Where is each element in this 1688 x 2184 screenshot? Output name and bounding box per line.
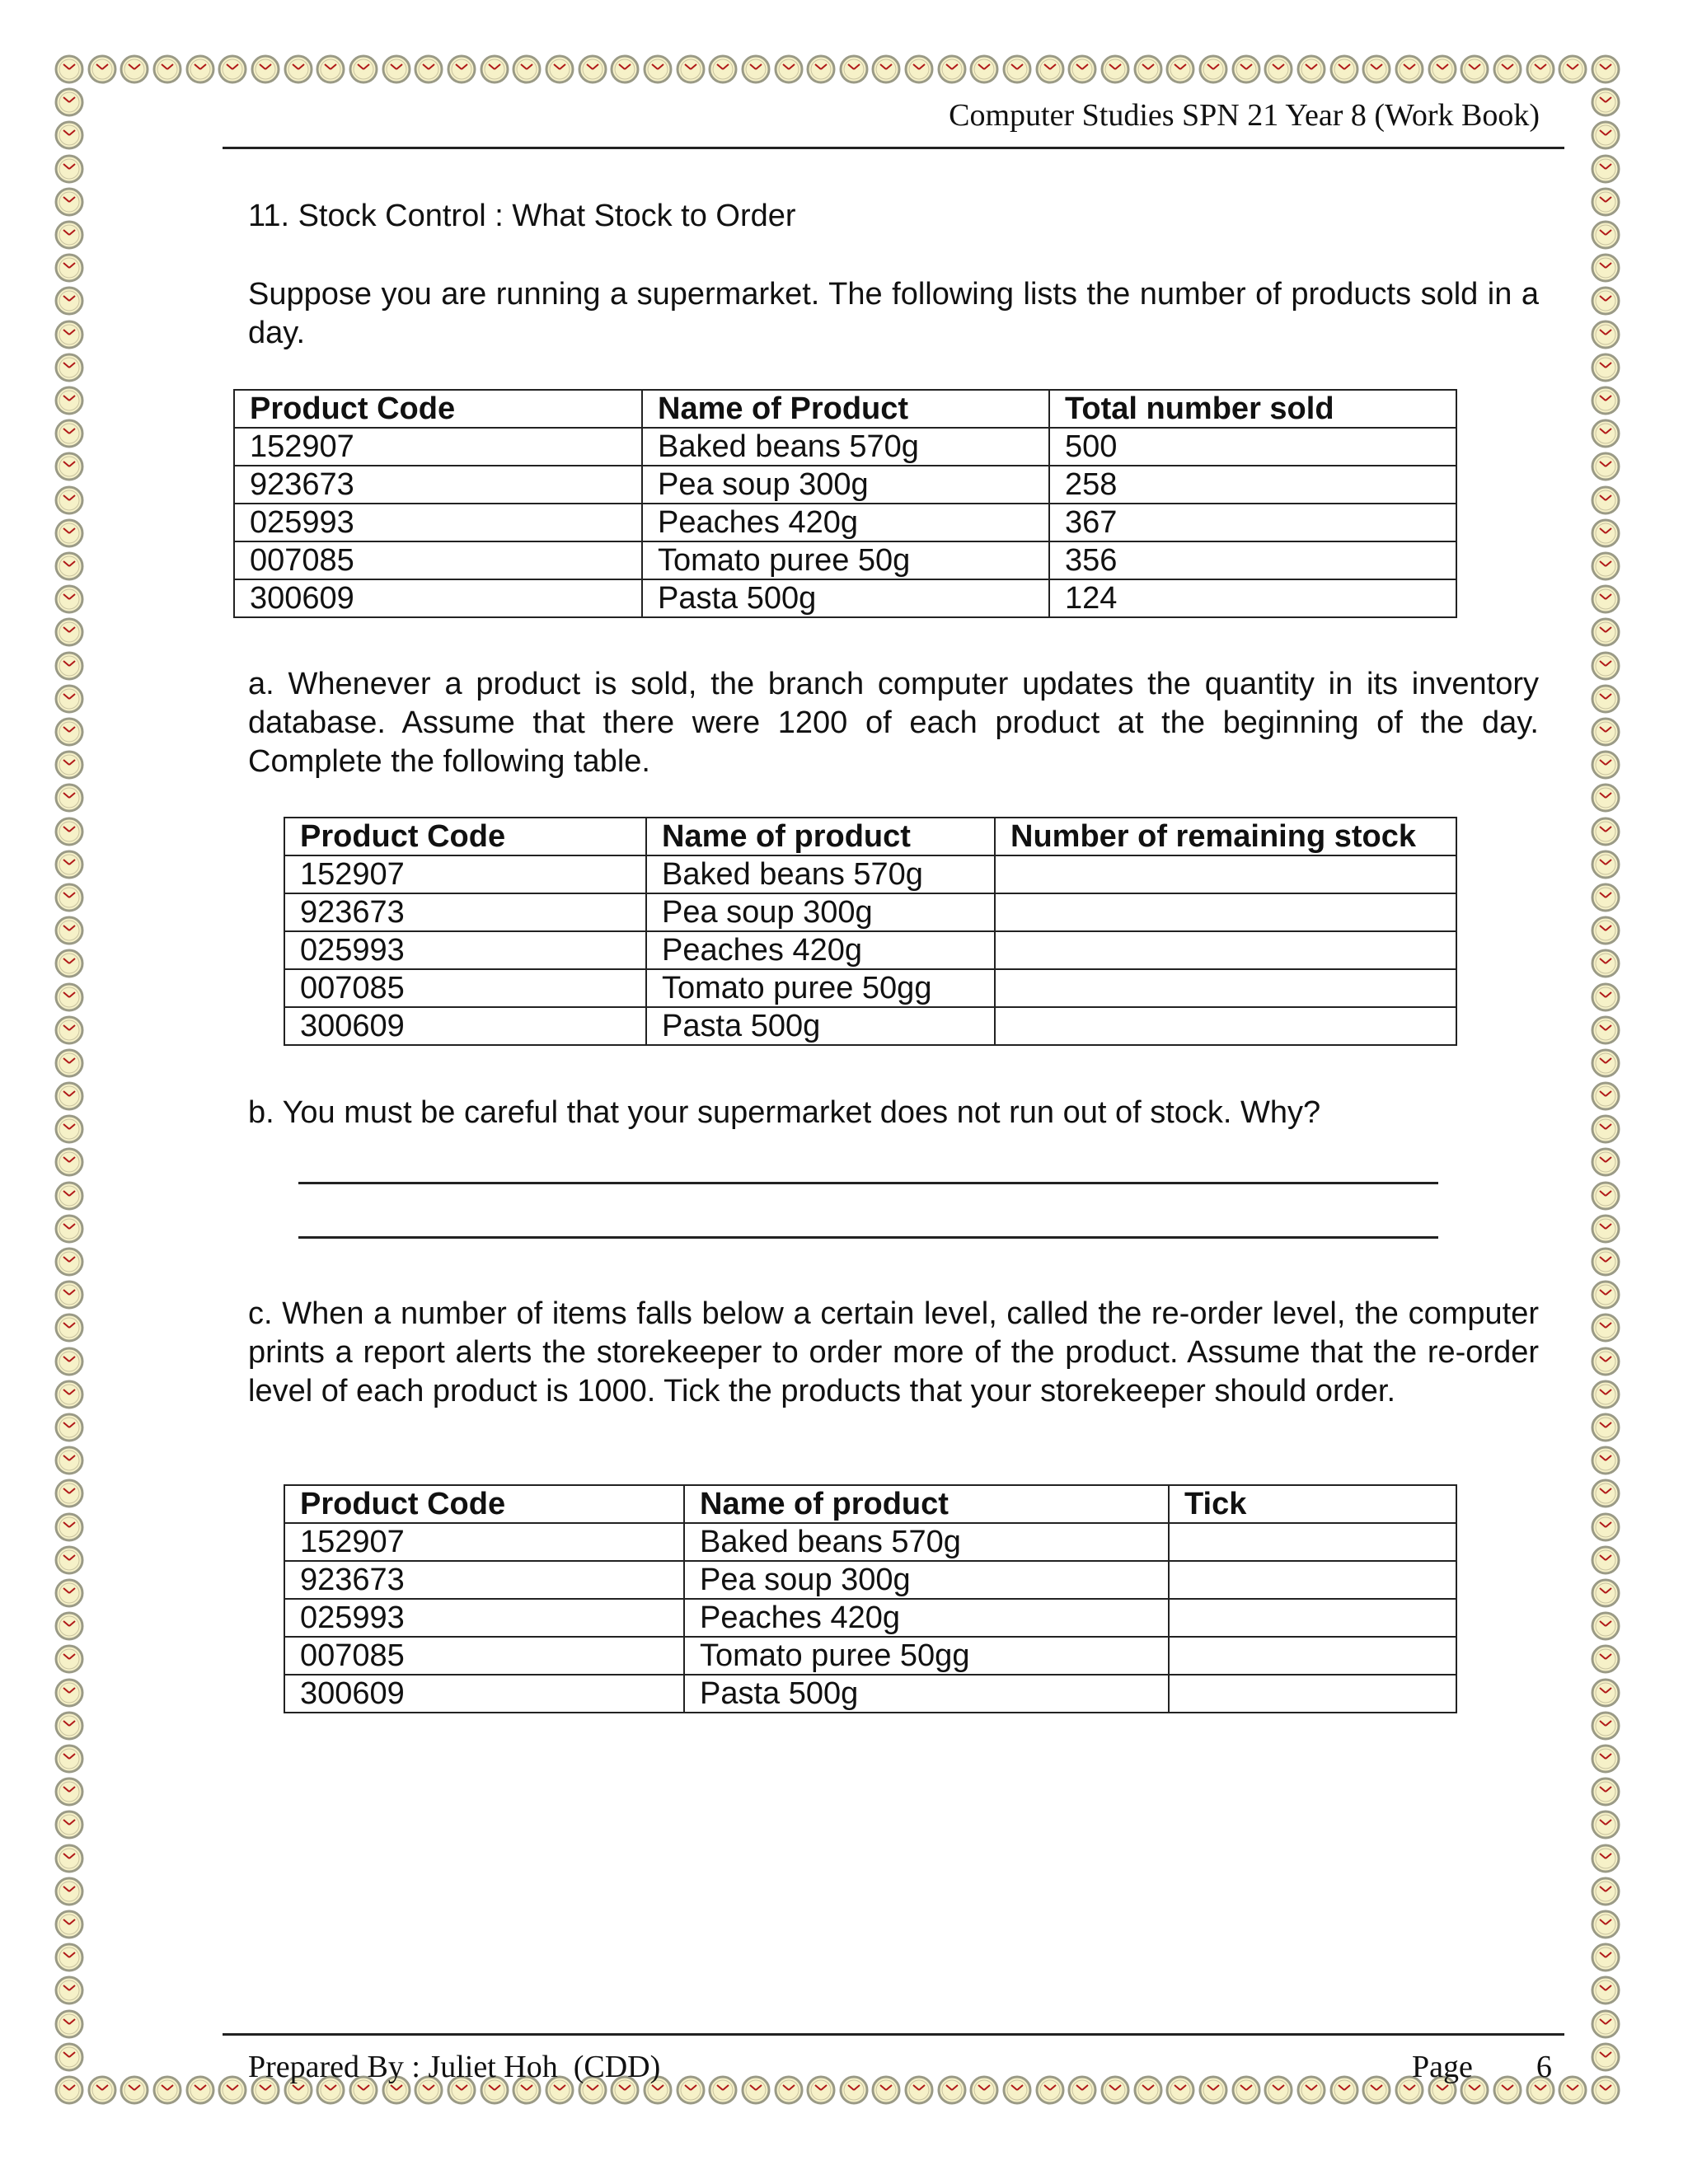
clock-icon — [1591, 783, 1620, 813]
clock-icon — [1591, 1081, 1620, 1111]
table-header-cell: Product Code — [284, 1485, 684, 1523]
clock-icon — [1296, 2075, 1326, 2105]
table-cell: Pasta 500g — [642, 579, 1049, 617]
clock-icon — [1591, 551, 1620, 581]
clock-icon — [54, 485, 84, 515]
table-cell: 300609 — [284, 1675, 684, 1713]
page-number: 6 — [1536, 2050, 1552, 2084]
clock-icon — [54, 154, 84, 184]
table-row — [284, 1675, 1456, 1713]
remaining-stock-input-cell[interactable] — [995, 1007, 1456, 1045]
table-header-row — [284, 1485, 1456, 1523]
clock-icon — [185, 54, 215, 84]
clock-icon — [1591, 1975, 1620, 2005]
clock-icon — [54, 1347, 84, 1376]
clock-icon — [969, 2075, 999, 2105]
clock-icon — [1558, 2075, 1587, 2105]
clock-icon — [1198, 2075, 1228, 2105]
clock-icon — [1591, 1877, 1620, 1906]
table-cell: Tomato puree 50g — [642, 541, 1049, 579]
clock-icon — [1526, 54, 1555, 84]
clock-icon — [54, 1545, 84, 1575]
clock-icon — [54, 386, 84, 415]
clock-icon — [774, 54, 804, 84]
clock-icon — [54, 353, 84, 382]
table-cell: 025993 — [284, 1599, 684, 1637]
table-row — [284, 931, 1456, 969]
remaining-stock-input-cell[interactable] — [995, 931, 1456, 969]
clock-icon — [54, 1512, 84, 1542]
clock-icon — [1002, 54, 1032, 84]
table-cell: 500 — [1049, 428, 1456, 466]
table-cell: Tomato puree 50gg — [646, 969, 995, 1007]
clock-icon — [1591, 584, 1620, 614]
clock-icon — [708, 2075, 738, 2105]
clock-icon — [1591, 187, 1620, 217]
table-cell: Baked beans 570g — [646, 855, 995, 893]
table-row — [284, 1523, 1456, 1561]
clock-icon — [1591, 253, 1620, 283]
clock-icon — [937, 2075, 967, 2105]
table-cell: Pea soup 300g — [642, 466, 1049, 504]
clock-icon — [54, 1081, 84, 1111]
intro-paragraph: Suppose you are running a supermarket. The following lists the number of products sold in a day. — [248, 277, 1539, 350]
clock-icon — [54, 817, 84, 846]
clock-icon — [54, 1844, 84, 1873]
table-cell: 356 — [1049, 541, 1456, 579]
clock-icon — [1591, 982, 1620, 1012]
clock-icon — [1591, 1810, 1620, 1840]
clock-icon — [1165, 54, 1195, 84]
clock-icon — [1133, 54, 1163, 84]
table-row — [234, 504, 1456, 541]
clock-icon — [1591, 1943, 1620, 1972]
clock-icon — [54, 54, 84, 84]
table-header-cell: Number of remaining stock — [995, 818, 1456, 855]
clock-icon — [54, 883, 84, 912]
table-cell: Baked beans 570g — [642, 428, 1049, 466]
clock-icon — [1591, 717, 1620, 747]
clock-icon — [1591, 220, 1620, 250]
remaining-stock-input-cell[interactable] — [995, 855, 1456, 893]
clock-icon — [1591, 1147, 1620, 1177]
clock-icon — [1591, 1678, 1620, 1708]
clock-icon — [969, 54, 999, 84]
clock-icon — [1591, 1181, 1620, 1211]
clock-icon — [1591, 386, 1620, 415]
clock-icon — [1591, 949, 1620, 978]
clock-icon — [1100, 2075, 1130, 2105]
clock-icon — [480, 54, 509, 84]
clock-icon — [54, 1114, 84, 1144]
table-row — [234, 428, 1456, 466]
clock-icon — [904, 2075, 934, 2105]
clock-icon — [54, 1611, 84, 1641]
clock-icon — [54, 1048, 84, 1078]
clock-icon — [1591, 883, 1620, 912]
footer-page — [1412, 2049, 1552, 2085]
table-cell: Peaches 420g — [684, 1599, 1169, 1637]
clock-icon — [1198, 54, 1228, 84]
clock-icon — [54, 1247, 84, 1277]
clock-icon — [447, 54, 476, 84]
clock-icon — [937, 54, 967, 84]
clock-icon — [1231, 54, 1261, 84]
table-cell: 258 — [1049, 466, 1456, 504]
table-cell: Pasta 500g — [684, 1675, 1169, 1713]
clock-icon — [1591, 1247, 1620, 1277]
clock-icon — [284, 54, 313, 84]
clock-icon — [54, 1380, 84, 1409]
table-header-cell: Product Code — [234, 390, 642, 428]
clock-icon — [251, 54, 280, 84]
clock-icon — [1067, 54, 1097, 84]
clock-icon — [54, 1015, 84, 1045]
clock-icon — [1460, 54, 1489, 84]
clock-icon — [610, 54, 640, 84]
clock-icon — [1002, 2075, 1032, 2105]
question-b-paragraph: b. You must be careful that your supermarket does not run out of stock. Why? — [248, 1095, 1321, 1130]
clock-icon — [1296, 54, 1326, 84]
clock-icon — [54, 1280, 84, 1310]
clock-icon — [218, 54, 247, 84]
table-cell: 300609 — [284, 1007, 646, 1045]
table-cell: 367 — [1049, 504, 1456, 541]
clock-icon — [1591, 452, 1620, 481]
footer-prepared-by: Prepared By : Juliet Hoh (CDD) — [248, 2050, 661, 2084]
clock-icon — [1591, 485, 1620, 515]
table-row — [284, 893, 1456, 931]
clock-icon — [1591, 154, 1620, 184]
clock-icon — [1395, 54, 1424, 84]
clock-icon — [54, 684, 84, 714]
clock-icon — [1591, 1214, 1620, 1244]
clock-icon — [643, 54, 673, 84]
clock-icon — [54, 651, 84, 681]
clock-icon — [1591, 1844, 1620, 1873]
clock-icon — [1493, 54, 1522, 84]
clock-icon — [54, 783, 84, 813]
table-cell: 025993 — [234, 504, 642, 541]
clock-icon — [904, 54, 934, 84]
clock-icon — [349, 54, 378, 84]
clock-icon — [152, 54, 182, 84]
table-header-cell: Name of product — [684, 1485, 1169, 1523]
table-row — [284, 1637, 1456, 1675]
clock-icon — [741, 54, 771, 84]
clock-icon — [1264, 54, 1293, 84]
clock-icon — [1591, 1413, 1620, 1442]
clock-icon — [1100, 54, 1130, 84]
clock-icon — [54, 1678, 84, 1708]
clock-icon — [1591, 1313, 1620, 1343]
table-cell: 025993 — [284, 931, 646, 969]
table-header-cell: Tick — [1169, 1485, 1456, 1523]
clock-icon — [1264, 2075, 1293, 2105]
clock-icon — [54, 320, 84, 349]
table-header-cell: Total number sold — [1049, 390, 1456, 428]
clock-icon — [1591, 1048, 1620, 1078]
answer-line[interactable] — [298, 1182, 1438, 1184]
clock-icon — [1035, 2075, 1065, 2105]
clock-icon — [54, 120, 84, 150]
clock-icon — [1591, 1479, 1620, 1508]
clock-icon — [1591, 617, 1620, 647]
clock-icon — [120, 54, 149, 84]
clock-icon — [54, 617, 84, 647]
table-row — [284, 1561, 1456, 1599]
clock-icon — [1591, 684, 1620, 714]
clock-icon — [871, 2075, 901, 2105]
clock-icon — [54, 916, 84, 945]
clock-icon — [54, 2075, 84, 2105]
clock-icon — [1591, 1545, 1620, 1575]
clock-icon — [120, 2075, 149, 2105]
table-cell: 007085 — [284, 969, 646, 1007]
clock-icon — [676, 2075, 706, 2105]
remaining-stock-table — [284, 817, 1457, 1046]
clock-icon — [774, 2075, 804, 2105]
clock-icon — [1591, 286, 1620, 316]
clock-icon — [1591, 850, 1620, 879]
sales-table — [233, 389, 1457, 618]
clock-icon — [1591, 1777, 1620, 1807]
clock-icon — [1591, 916, 1620, 945]
clock-icon — [54, 551, 84, 581]
clock-icon — [1591, 1114, 1620, 1144]
clock-icon — [87, 2075, 117, 2105]
clock-icon — [54, 1479, 84, 1508]
clock-icon — [54, 2009, 84, 2039]
clock-icon — [54, 518, 84, 548]
table-header-row — [234, 390, 1456, 428]
table-row — [284, 1599, 1456, 1637]
clock-icon — [54, 187, 84, 217]
remaining-stock-input-cell[interactable] — [995, 969, 1456, 1007]
table-cell: 007085 — [284, 1637, 684, 1675]
clock-icon — [54, 1181, 84, 1211]
table-cell: 124 — [1049, 579, 1456, 617]
clock-icon — [871, 54, 901, 84]
clock-icon — [1329, 2075, 1359, 2105]
clock-icon — [1591, 1644, 1620, 1674]
clock-icon — [1591, 2009, 1620, 2039]
clock-icon — [1591, 87, 1620, 117]
table-row — [284, 855, 1456, 893]
clock-icon — [54, 1413, 84, 1442]
table-row — [234, 579, 1456, 617]
clock-icon — [1591, 2075, 1620, 2105]
page-label: Page — [1412, 2050, 1473, 2084]
table-cell: Pasta 500g — [646, 1007, 995, 1045]
table-cell: 152907 — [234, 428, 642, 466]
clock-icon — [1591, 651, 1620, 681]
clock-icon — [54, 1975, 84, 2005]
header-rule — [223, 147, 1564, 149]
table-cell: 007085 — [234, 541, 642, 579]
clock-icon — [218, 2075, 247, 2105]
clock-icon — [54, 87, 84, 117]
clock-icon — [806, 54, 836, 84]
clock-icon — [152, 2075, 182, 2105]
table-cell: 923673 — [234, 466, 642, 504]
clock-icon — [1591, 1512, 1620, 1542]
clock-icon — [54, 220, 84, 250]
clock-icon — [1329, 54, 1359, 84]
clock-icon — [54, 750, 84, 780]
clock-icon — [839, 2075, 869, 2105]
clock-icon — [1591, 1744, 1620, 1774]
clock-icon — [54, 452, 84, 481]
table-cell: Tomato puree 50gg — [684, 1637, 1169, 1675]
question-c-paragraph: c. When a number of items falls below a certain level, called the re-order level, the computer prints a report alerts the storekeeper to order more of the product. Assume that the re-order level of each product is 1000. Tick the products that your storekeeper should order. — [248, 1296, 1539, 1408]
section-title: 11. Stock Control : What Stock to Order — [248, 199, 796, 233]
clock-icon — [54, 850, 84, 879]
table-cell: Pea soup 300g — [684, 1561, 1169, 1599]
clock-icon — [578, 54, 607, 84]
clock-icon — [54, 1214, 84, 1244]
clock-icon — [1067, 2075, 1097, 2105]
clock-icon — [1591, 2042, 1620, 2072]
clock-icon — [54, 286, 84, 316]
table-header-row — [284, 818, 1456, 855]
clock-icon — [806, 2075, 836, 2105]
clock-icon — [54, 584, 84, 614]
table-cell: 300609 — [234, 579, 642, 617]
tick-cell[interactable] — [1169, 1599, 1456, 1637]
clock-icon — [54, 419, 84, 448]
clock-icon — [1591, 518, 1620, 548]
table-cell: Pea soup 300g — [646, 893, 995, 931]
tick-cell[interactable] — [1169, 1561, 1456, 1599]
clock-icon — [1165, 2075, 1195, 2105]
table-header-cell: Product Code — [284, 818, 646, 855]
table-cell: 923673 — [284, 893, 646, 931]
clock-icon — [54, 1147, 84, 1177]
clock-icon — [54, 1943, 84, 1972]
clock-icon — [1558, 54, 1587, 84]
clock-icon — [1035, 54, 1065, 84]
clock-icon — [1428, 54, 1457, 84]
clock-icon — [54, 1578, 84, 1608]
clock-icon — [1591, 1611, 1620, 1641]
clock-icon — [414, 54, 443, 84]
table-row — [234, 541, 1456, 579]
table-row — [284, 969, 1456, 1007]
clock-icon — [708, 54, 738, 84]
clock-icon — [839, 54, 869, 84]
table-cell: Baked beans 570g — [684, 1523, 1169, 1561]
clock-icon — [1362, 54, 1391, 84]
clock-icon — [185, 2075, 215, 2105]
remaining-stock-input-cell[interactable] — [995, 893, 1456, 931]
clock-icon — [1591, 1578, 1620, 1608]
clock-icon — [54, 1810, 84, 1840]
clock-icon — [1591, 1347, 1620, 1376]
table-cell: 923673 — [284, 1561, 684, 1599]
clock-icon — [316, 54, 345, 84]
table-header-cell: Name of Product — [642, 390, 1049, 428]
clock-icon — [1591, 419, 1620, 448]
table-row — [284, 1007, 1456, 1045]
clock-icon — [54, 1446, 84, 1475]
clock-icon — [54, 982, 84, 1012]
clock-icon — [54, 717, 84, 747]
clock-icon — [1591, 1711, 1620, 1741]
clock-icon — [1591, 353, 1620, 382]
clock-icon — [54, 1711, 84, 1741]
table-cell: Peaches 420g — [642, 504, 1049, 541]
table-cell: 152907 — [284, 1523, 684, 1561]
clock-icon — [54, 1910, 84, 1939]
table-header-cell: Name of product — [646, 818, 995, 855]
clock-icon — [676, 54, 706, 84]
tick-cell[interactable] — [1169, 1637, 1456, 1675]
table-row — [234, 466, 1456, 504]
clock-icon — [1591, 817, 1620, 846]
clock-icon — [54, 1744, 84, 1774]
clock-icon — [741, 2075, 771, 2105]
clock-icon — [1591, 320, 1620, 349]
clock-icon — [54, 2042, 84, 2072]
clock-icon — [1591, 750, 1620, 780]
clock-icon — [1591, 120, 1620, 150]
clock-icon — [54, 253, 84, 283]
clock-icon — [1591, 1446, 1620, 1475]
clock-icon — [1591, 54, 1620, 84]
answer-line[interactable] — [298, 1236, 1438, 1239]
clock-icon — [1133, 2075, 1163, 2105]
clock-icon — [1591, 1380, 1620, 1409]
clock-icon — [1362, 2075, 1391, 2105]
clock-icon — [54, 1777, 84, 1807]
clock-icon — [54, 1313, 84, 1343]
clock-icon — [545, 54, 574, 84]
clock-icon — [1591, 1910, 1620, 1939]
tick-cell[interactable] — [1169, 1523, 1456, 1561]
tick-cell[interactable] — [1169, 1675, 1456, 1713]
clock-icon — [1231, 2075, 1261, 2105]
question-a-paragraph: a. Whenever a product is sold, the branch computer updates the quantity in its inventory database. Assume that there were 1200 of each product at the beginning of the day. Complete the following table. — [248, 667, 1539, 779]
clock-icon — [1591, 1280, 1620, 1310]
clock-icon — [54, 949, 84, 978]
clock-icon — [512, 54, 542, 84]
table-cell: 152907 — [284, 855, 646, 893]
clock-icon — [1591, 1015, 1620, 1045]
footer-rule — [223, 2033, 1564, 2036]
clock-icon — [54, 1644, 84, 1674]
clock-icon — [382, 54, 411, 84]
clock-icon — [54, 1877, 84, 1906]
clock-icon — [87, 54, 117, 84]
table-cell: Peaches 420g — [646, 931, 995, 969]
header-title: Computer Studies SPN 21 Year 8 (Work Book) — [949, 98, 1540, 133]
tick-table — [284, 1484, 1457, 1713]
